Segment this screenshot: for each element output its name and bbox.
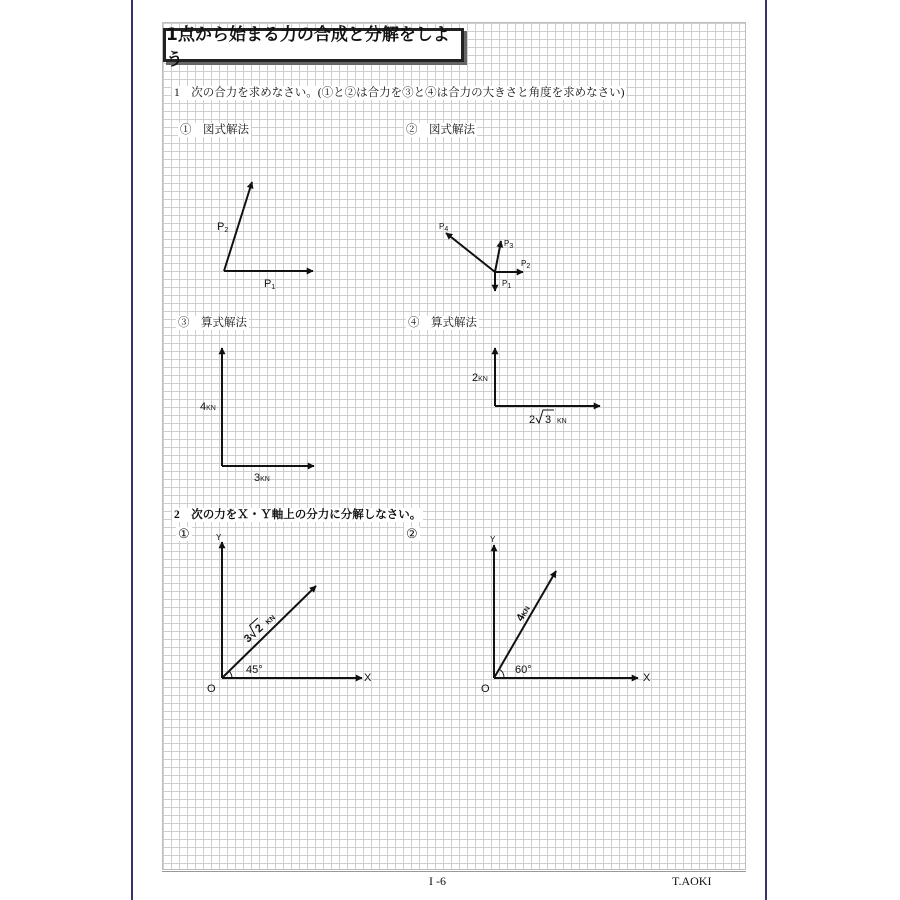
label-horizontal-force <box>529 410 567 426</box>
diagram-q1-4 <box>472 348 600 426</box>
page-title: 1点から始まる力の合成と分解をしよう <box>163 28 464 62</box>
angle-label: 45° <box>246 664 263 676</box>
q2-sub2-label: ② <box>406 526 418 541</box>
diagram-q2-1 <box>207 533 372 695</box>
label-p2: P2 <box>521 259 531 270</box>
q2-sub1-label: ① <box>178 526 190 541</box>
label-horizontal-force: 3KN <box>254 472 270 484</box>
origin-label: O <box>207 683 216 695</box>
angle-label: 60° <box>515 664 532 676</box>
label-p2: P2 <box>217 221 229 234</box>
force-label <box>240 609 278 645</box>
diagram-q2-2 <box>481 535 651 695</box>
force-arrow <box>222 586 316 678</box>
q1-sub3-label: ③ 算式解法 <box>178 317 247 329</box>
x-axis-label: X <box>364 672 372 684</box>
question-2-text: 2 次の力をＸ・Ｙ軸上の分力に分解しなさい。 <box>174 509 422 521</box>
question-1-text: 1 次の合力を求めなさい。(①と②は合力を③と④は合力の大きさと角度を求めなさい) <box>174 87 625 99</box>
label-p1: P1 <box>264 278 276 291</box>
label-p4: P4 <box>439 222 449 233</box>
origin-label: O <box>481 683 490 695</box>
diagram-q1-2 <box>439 222 530 291</box>
diagram-q1-3 <box>200 348 314 484</box>
y-axis-label: Y <box>216 533 222 542</box>
author-name: T.AOKI <box>672 874 712 888</box>
y-axis-label: Y <box>490 535 496 544</box>
q1-sub2-label: ② 図式解法 <box>406 124 475 136</box>
angle-arc <box>229 671 232 678</box>
label-p1: P1 <box>502 279 512 290</box>
footer-divider <box>162 871 746 872</box>
svg-text:2: 2 <box>253 622 266 636</box>
label-p3: P3 <box>504 239 514 250</box>
svg-text:KN: KN <box>264 614 277 627</box>
x-axis-label: X <box>643 672 651 684</box>
page-number: I -6 <box>429 874 446 888</box>
force-arrow <box>494 571 556 678</box>
label-vertical-force: 2KN <box>472 372 488 384</box>
diagram-q1-1 <box>217 182 313 291</box>
svg-text:3: 3 <box>241 632 255 646</box>
q1-sub1-label: ① 図式解法 <box>180 124 249 136</box>
q1-sub4-label: ④ 算式解法 <box>408 317 477 329</box>
svg-text:KN: KN <box>557 418 567 425</box>
angle-arc <box>499 669 504 678</box>
svg-text:2: 2 <box>529 414 536 426</box>
force-p4-arrow <box>446 233 495 272</box>
label-vertical-force: 4KN <box>200 401 216 413</box>
force-p3-arrow <box>495 241 501 272</box>
svg-text:3: 3 <box>545 414 552 426</box>
force-label: 4KN <box>514 605 532 624</box>
